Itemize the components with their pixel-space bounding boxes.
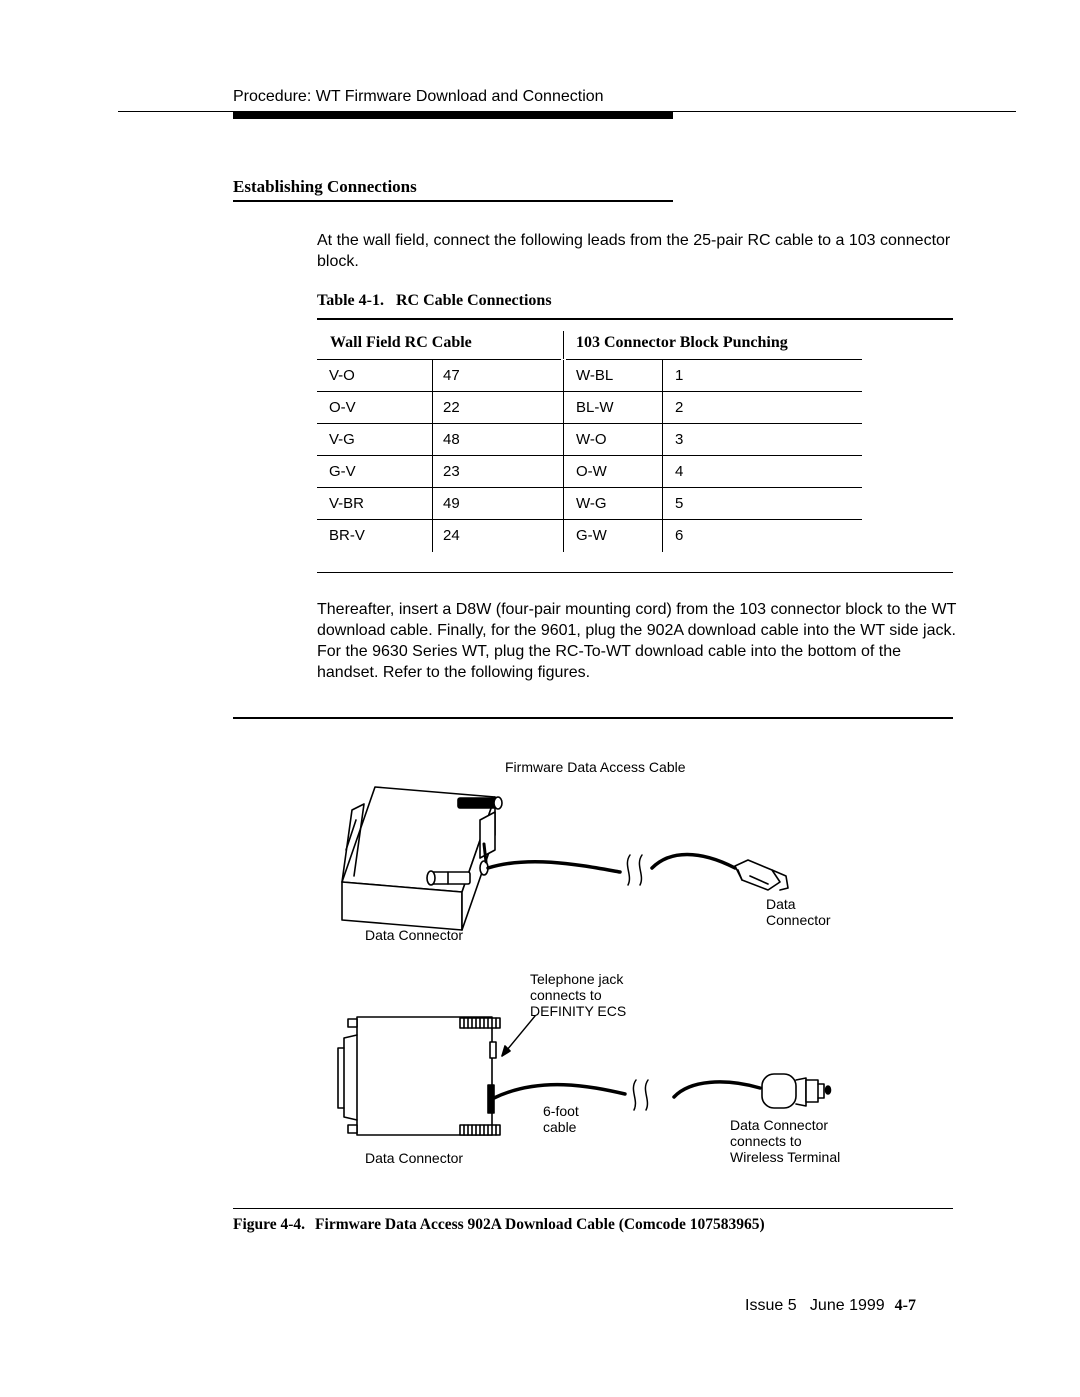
table-cell: 49 [443,495,460,512]
table-cell: V-O [329,367,355,384]
table-cell: V-G [329,431,355,448]
table-column-separator [432,488,433,520]
page-number: 4-7 [894,1297,916,1314]
figure-caption-title: Firmware Data Access 902A Download Cable (Comcode 107583965) [315,1216,765,1233]
label-data-connector-bottom-left: Data Connector [365,1150,464,1166]
table-cell: 5 [675,495,684,512]
table-cell: G-W [576,527,607,544]
figure-top-rule [233,717,953,719]
label-data-connector-bottom-right: Data Connector connects to Wireless Terminal [730,1117,841,1165]
table-column-separator [563,424,564,456]
header-separator [563,331,564,359]
column-header-wall-field: Wall Field RC Cable [330,334,472,351]
table-column-separator [563,360,564,392]
table-column-separator [563,520,564,552]
top-data-connector-drawing [342,787,502,930]
table-column-separator [662,520,663,552]
table-cell: O-V [329,399,356,416]
table-column-separator [432,424,433,456]
table-column-separator [432,520,433,552]
table-column-separator [563,488,564,520]
table-cell: 23 [443,463,460,480]
table-row [317,360,862,392]
intro-paragraph: At the wall field, connect the following leads from the 25-pair RC cable to a 103 connector block. [317,232,951,270]
table-column-separator [662,424,663,456]
table-cell: O-W [576,463,607,480]
table-cell: 3 [675,431,684,448]
table-cell: BR-V [329,527,365,544]
section-title: Establishing Connections [233,177,417,196]
section-title-rule [233,200,673,202]
bottom-cable [494,1085,625,1098]
page-footer [745,1297,916,1315]
table-cell: V-BR [329,495,365,512]
table-column-separator [662,456,663,488]
table-column-separator [432,456,433,488]
table-bottom-rule [317,572,953,573]
top-small-connector-drawing [735,860,788,890]
table-cell: 48 [443,431,460,448]
table-column-separator [563,392,564,424]
label-data-connector-top-left: Data Connector [365,927,464,943]
table-caption [317,292,552,310]
top-cable [488,862,620,872]
footer-issue: Issue 5 June 1999 [745,1297,885,1314]
bottom-cable-end [674,1082,760,1097]
bottom-data-connector-drawing [338,1017,500,1135]
top-cable-end [652,855,735,869]
table-cell: 24 [443,527,460,544]
table-cell: W-O [576,431,607,448]
column-header-connector-block: 103 Connector Block Punching [576,334,788,351]
figure-caption [233,1216,765,1234]
table-cell: W-BL [576,367,614,384]
label-telephone-jack: Telephone jack connects to DEFINITY ECS [530,971,627,1019]
table-cell: 2 [675,399,684,416]
table-top-rule [317,318,953,320]
table-row [317,488,862,520]
header-thick-bar [233,111,673,119]
table-caption-number: Table 4-1. [317,292,384,309]
table-cell: 22 [443,399,460,416]
table-row [317,456,862,488]
figure-caption-number: Figure 4-4. [233,1216,306,1233]
figure-bottom-rule [233,1208,953,1209]
table-column-separator [662,392,663,424]
table-row [317,424,862,456]
table-cell: W-G [576,495,607,512]
after-table-paragraph: Thereafter, insert a D8W (four-pair mounting cord) from the 103 connector block to the WT download cable. Finally, for the 9601, plug the 902A download cable into the WT side jack. For the 9630 Series WT, plug the RC-To-WT download cable into the bottom of the handset. Refer to the following figures. [317,601,957,681]
table-column-separator [432,360,433,392]
table-cell: G-V [329,463,356,480]
running-head: Procedure: WT Firmware Download and Connection [233,88,604,105]
table-cell: 1 [675,367,684,384]
table-column-separator [662,360,663,392]
table-row [317,392,862,424]
table-cell: 47 [443,367,460,384]
label-six-foot-cable: 6-foot cable [543,1103,579,1135]
table-cell: 4 [675,463,684,480]
table-caption-title: RC Cable Connections [395,292,552,309]
label-data-connector-top-right: Data Connector [766,896,831,928]
table-column-separator [432,392,433,424]
table-row [317,520,862,552]
table-cell: BL-W [576,399,614,416]
figure-title-label: Firmware Data Access Cable [505,759,686,775]
table-column-separator [563,456,564,488]
table-column-separator [662,488,663,520]
bottom-small-connector-drawing [762,1074,831,1108]
table-cell: 6 [675,527,684,544]
